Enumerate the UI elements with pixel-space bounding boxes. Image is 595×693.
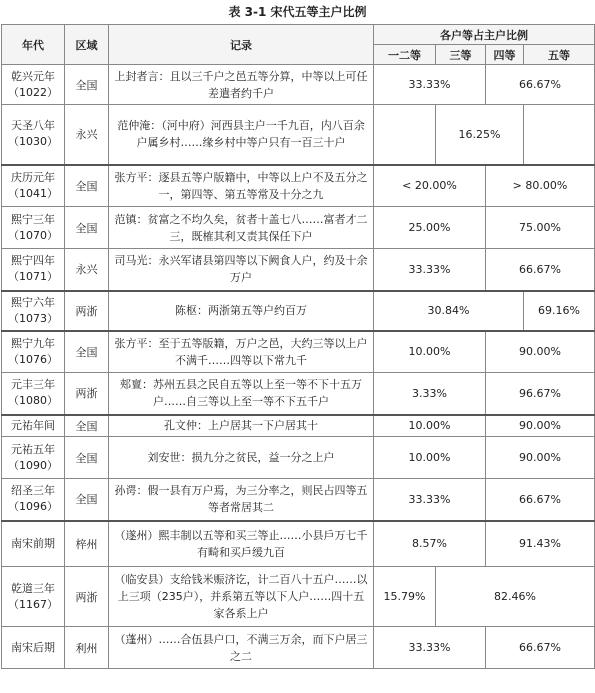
header-ratio-group: 各户等占主户比例 bbox=[374, 25, 595, 45]
year-name: 绍圣三年 bbox=[11, 484, 55, 498]
table-row bbox=[2, 437, 595, 479]
lower-ratio-cell: 91.43% bbox=[486, 521, 595, 567]
year-name: 熙宁六年 bbox=[11, 295, 55, 309]
grade-1-2-cell bbox=[374, 105, 436, 165]
year-cell bbox=[2, 567, 65, 627]
upper-ratio-cell: 10.00% bbox=[374, 437, 486, 479]
record-cell: 范镇：贫富之不均久矣，贫者十盖七八……富者才二三，既榷其利又责其保任下户 bbox=[109, 207, 374, 249]
header-region: 区域 bbox=[65, 25, 109, 65]
year-name: 天圣八年 bbox=[11, 119, 55, 133]
upper-ratio-cell: 10.00% bbox=[374, 331, 486, 373]
lower-ratio-cell: 82.46% bbox=[436, 567, 595, 627]
header-grade-4: 四等 bbox=[486, 45, 524, 65]
region-cell: 全国 bbox=[65, 207, 109, 249]
year-name: 乾道三年 bbox=[11, 581, 55, 595]
region-cell: 全国 bbox=[65, 479, 109, 521]
upper-ratio-cell: < 20.00% bbox=[374, 165, 486, 207]
year-name: 元祐五年 bbox=[11, 442, 55, 456]
lower-ratio-cell: 66.67% bbox=[486, 627, 595, 669]
year-cell bbox=[2, 479, 65, 521]
year-cell bbox=[2, 207, 65, 249]
record-cell: （蓬州）……合伍县户口，不满三万余，而下户居三之二 bbox=[109, 627, 374, 669]
region-cell: 全国 bbox=[65, 65, 109, 105]
upper-ratio-cell: 15.79% bbox=[374, 567, 436, 627]
year-name: 南宋前期 bbox=[11, 536, 55, 550]
record-cell: 陈枢：两浙第五等户约百万 bbox=[109, 291, 374, 331]
grade-5-cell bbox=[524, 105, 595, 165]
lower-ratio-cell: 66.67% bbox=[486, 249, 595, 291]
year-cell bbox=[2, 65, 65, 105]
year-number: （1096） bbox=[8, 500, 58, 514]
year-cell bbox=[2, 165, 65, 207]
ratio-table bbox=[1, 24, 595, 669]
table-row bbox=[2, 415, 595, 437]
record-cell: （临安县）支给钱米赈济讫，计二百八十五户……以上三项（235户），并系第五等以下人户……四十五家各系上户 bbox=[109, 567, 374, 627]
header-record: 记录 bbox=[109, 25, 374, 65]
region-cell: 全国 bbox=[65, 331, 109, 373]
upper-ratio-cell: 33.33% bbox=[374, 249, 486, 291]
table-row bbox=[2, 627, 595, 669]
record-cell: 孔文仲：上户居其一下户居其十 bbox=[109, 415, 374, 437]
year-number: （1080） bbox=[8, 394, 58, 408]
header-grade-5: 五等 bbox=[524, 45, 595, 65]
grade-3-ratio-cell: 16.25% bbox=[436, 105, 524, 165]
year-number: （1073） bbox=[8, 311, 58, 325]
lower-ratio-cell: 90.00% bbox=[486, 437, 595, 479]
year-cell bbox=[2, 105, 65, 165]
year-cell bbox=[2, 373, 65, 415]
upper-ratio-cell: 33.33% bbox=[374, 65, 486, 105]
upper-ratio-cell: 10.00% bbox=[374, 415, 486, 437]
table-row bbox=[2, 207, 595, 249]
upper-ratio-cell: 33.33% bbox=[374, 627, 486, 669]
table-row bbox=[2, 105, 595, 165]
year-cell bbox=[2, 521, 65, 567]
record-cell: 上封者言：且以三千户之邑五等分算，中等以上可任差遣者约千户 bbox=[109, 65, 374, 105]
year-name: 熙宁九年 bbox=[11, 336, 55, 350]
record-cell: 范仲淹：（河中府）河西县主户一千九百，内八百余户属乡村……缘乡村中等户只有一百三十户 bbox=[109, 105, 374, 165]
table-row bbox=[2, 291, 595, 331]
year-name: 庆历元年 bbox=[11, 170, 55, 184]
table-row bbox=[2, 249, 595, 291]
lower-ratio-cell: > 80.00% bbox=[486, 165, 595, 207]
lower-ratio-cell: 96.67% bbox=[486, 373, 595, 415]
lower-ratio-cell: 90.00% bbox=[486, 415, 595, 437]
year-name: 南宋后期 bbox=[11, 640, 55, 654]
region-cell: 两浙 bbox=[65, 373, 109, 415]
region-cell: 全国 bbox=[65, 437, 109, 479]
table-row bbox=[2, 165, 595, 207]
record-cell: 刘安世：损九分之贫民，益一分之上户 bbox=[109, 437, 374, 479]
lower-ratio-cell: 75.00% bbox=[486, 207, 595, 249]
table-row bbox=[2, 331, 595, 373]
year-number: （1022） bbox=[8, 85, 58, 99]
upper-ratio-cell: 30.84% bbox=[374, 291, 524, 331]
table-row bbox=[2, 65, 595, 105]
year-cell bbox=[2, 331, 65, 373]
record-cell: 司马光：永兴军诸县第四等以下阙食人户，约及十余万户 bbox=[109, 249, 374, 291]
upper-ratio-cell: 8.57% bbox=[374, 521, 486, 567]
upper-ratio-cell: 25.00% bbox=[374, 207, 486, 249]
table-title: 表 3-1 宋代五等主户比例 bbox=[228, 5, 367, 19]
region-cell: 两浙 bbox=[65, 291, 109, 331]
year-name: 熙宁四年 bbox=[11, 254, 55, 268]
region-cell: 永兴 bbox=[65, 105, 109, 165]
year-number: （1076） bbox=[8, 352, 58, 366]
year-name: 元丰三年 bbox=[11, 378, 55, 392]
year-name: 乾兴元年 bbox=[11, 69, 55, 83]
region-cell: 永兴 bbox=[65, 249, 109, 291]
year-number: （1090） bbox=[8, 458, 58, 472]
year-number: （1041） bbox=[8, 186, 58, 200]
year-name: 元祐年间 bbox=[11, 418, 55, 432]
year-cell bbox=[2, 291, 65, 331]
upper-ratio-cell: 33.33% bbox=[374, 479, 486, 521]
lower-ratio-cell: 66.67% bbox=[486, 65, 595, 105]
year-number: （1167） bbox=[8, 597, 58, 611]
table-row bbox=[2, 521, 595, 567]
region-cell: 梓州 bbox=[65, 521, 109, 567]
region-cell: 利州 bbox=[65, 627, 109, 669]
table-row bbox=[2, 373, 595, 415]
header-year: 年代 bbox=[2, 25, 65, 65]
table-row bbox=[2, 479, 595, 521]
lower-ratio-cell: 69.16% bbox=[524, 291, 595, 331]
header-grade-3: 三等 bbox=[436, 45, 486, 65]
year-cell bbox=[2, 627, 65, 669]
year-cell bbox=[2, 249, 65, 291]
region-cell: 两浙 bbox=[65, 567, 109, 627]
record-cell: 孙谔：假一县有万户焉，为三分率之，则民占四等五等者常居其二 bbox=[109, 479, 374, 521]
year-cell bbox=[2, 437, 65, 479]
region-cell: 全国 bbox=[65, 415, 109, 437]
record-cell: 郏亶：苏州五县之民自五等以上至一等不下十五万户……自三等以上至一等不下五千户 bbox=[109, 373, 374, 415]
record-cell: （遂州）熙丰制以五等和买三等止……小县戶万七千有畸和买戶缓九百 bbox=[109, 521, 374, 567]
upper-ratio-cell: 3.33% bbox=[374, 373, 486, 415]
lower-ratio-cell: 90.00% bbox=[486, 331, 595, 373]
header-grade-1-2: 一二等 bbox=[374, 45, 436, 65]
year-number: （1070） bbox=[8, 228, 58, 242]
year-name: 熙宁三年 bbox=[11, 212, 55, 226]
year-number: （1030） bbox=[8, 135, 58, 149]
year-cell bbox=[2, 415, 65, 437]
lower-ratio-cell: 66.67% bbox=[486, 479, 595, 521]
record-cell: 张方平：至于五等版籍，万户之邑，大约三等以上户不满千……四等以下常九千 bbox=[109, 331, 374, 373]
table-row bbox=[2, 567, 595, 627]
region-cell: 全国 bbox=[65, 165, 109, 207]
year-number: （1071） bbox=[8, 270, 58, 284]
record-cell: 张方平：逐县五等户版籍中，中等以上户不及五分之一，第四等、第五等常及十分之九 bbox=[109, 165, 374, 207]
